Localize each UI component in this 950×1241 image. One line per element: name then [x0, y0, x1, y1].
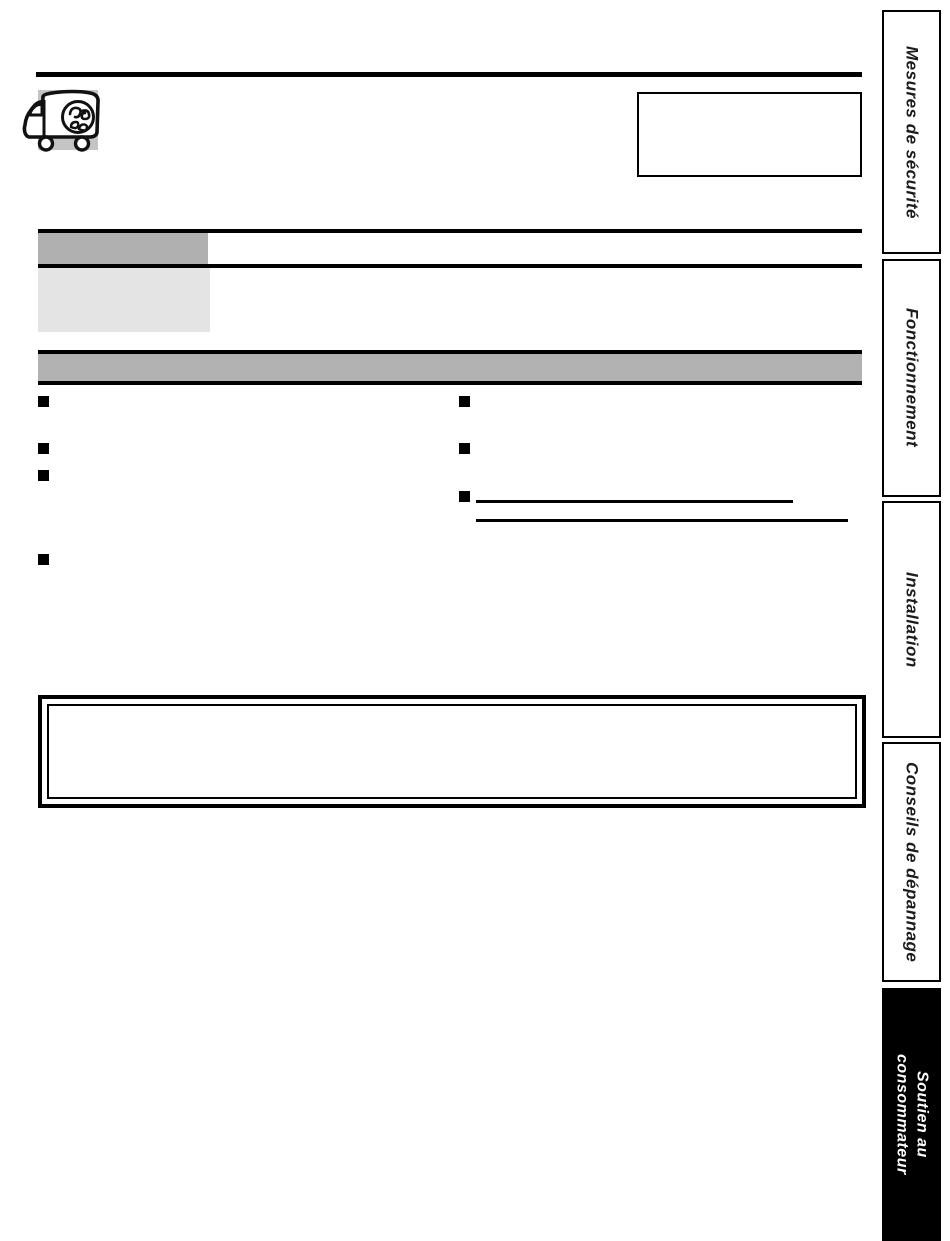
bullet-square: [459, 396, 470, 407]
header-dark-gray-box: [38, 233, 208, 264]
bullet-square: [459, 443, 470, 454]
delivery-truck-icon: [16, 84, 108, 156]
tab-soutien-au-consommateur[interactable]: [882, 988, 941, 1241]
bullet-square: [38, 396, 49, 407]
tab-label: Mesures de sécurité: [902, 45, 922, 219]
bullet-square: [38, 443, 49, 454]
bullet-square: [38, 554, 49, 565]
tab-conseils-de-depannage[interactable]: [882, 742, 941, 982]
fill-in-line: [476, 500, 793, 503]
tab-label: Fonctionnement: [902, 308, 922, 448]
header-light-gray-box: [38, 268, 210, 332]
model-number-box: [637, 92, 862, 177]
bullet-square: [459, 491, 470, 502]
tab-label: Conseils de dépannage: [902, 761, 922, 963]
top-rule: [36, 72, 862, 77]
tab-label: [892, 1054, 932, 1175]
tab-label: Installation: [902, 571, 922, 668]
tab-mesures-de-securite[interactable]: [882, 10, 941, 254]
important-note-box: [38, 695, 866, 808]
tab-label-line: consommateur: [893, 1054, 911, 1175]
tab-installation[interactable]: [882, 501, 941, 738]
tab-label-line: Soutien au: [913, 1071, 931, 1158]
important-note-box-inner: [47, 704, 857, 799]
tab-fonctionnement[interactable]: [882, 259, 941, 497]
bullet-square: [38, 470, 49, 481]
fill-in-line: [476, 519, 848, 522]
section-header-bar: [38, 350, 862, 385]
